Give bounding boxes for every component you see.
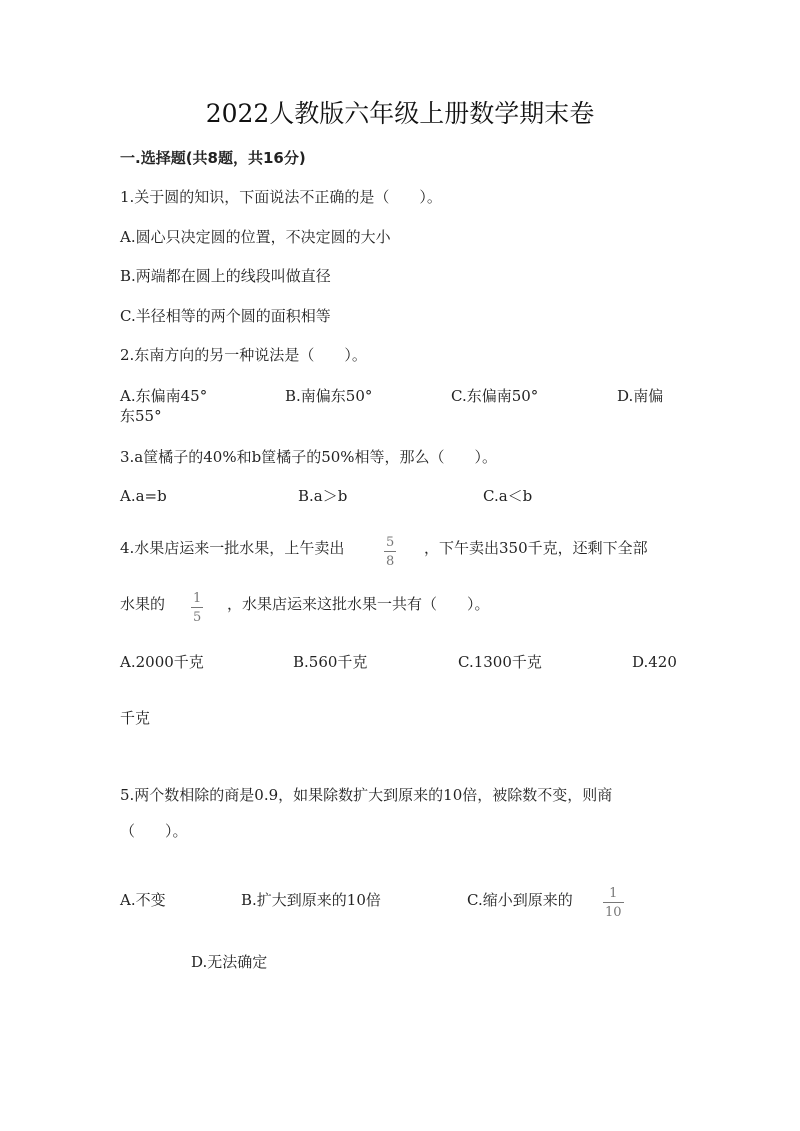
question-4-stem-part1: 4.水果店运来一批水果，上午卖出 [120, 539, 345, 557]
fraction-numerator: 1 [609, 886, 618, 901]
question-4-option-b[interactable]: B.560千克 [293, 653, 368, 671]
question-5-stem-line2: （ ）。 [120, 822, 188, 840]
question-1-stem: 1.关于圆的知识，下面说法不正确的是（ ）。 [120, 188, 442, 206]
question-4-option-c[interactable]: C.1300千克 [458, 653, 542, 671]
question-4-stem-part3: 水果的 [120, 595, 166, 613]
question-2-option-d-wrap: 东55° [120, 407, 162, 425]
question-4-option-a[interactable]: A.2000千克 [120, 653, 204, 671]
question-1-option-b[interactable]: B.两端都在圆上的线段叫做直径 [120, 267, 331, 285]
fraction-numerator: 5 [386, 535, 395, 550]
question-5-stem-line1: 5.两个数相除的商是0.9，如果除数扩大到原来的10倍，被除数不变，则商 [120, 786, 613, 804]
question-3-option-c[interactable]: C.a＜b [483, 487, 533, 505]
question-5-fraction [603, 887, 624, 919]
question-4-option-d[interactable]: D.420 [632, 653, 677, 671]
question-4-option-d-wrap: 千克 [120, 709, 151, 727]
question-2-option-b[interactable]: B.南偏东50° [285, 387, 373, 405]
question-2-option-a[interactable]: A.东偏南45° [120, 387, 208, 405]
question-3-option-a[interactable]: A.a=b [120, 487, 167, 505]
question-5-option-c[interactable]: C.缩小到原来的 [467, 891, 573, 909]
question-4-fraction-1 [384, 536, 396, 568]
question-4-stem-part2: ，下午卖出350千克，还剩下全部 [424, 539, 648, 557]
question-4-stem-part4: ，水果店运来这批水果一共有（ ）。 [227, 595, 490, 613]
question-5-option-d[interactable]: D.无法确定 [191, 953, 268, 971]
question-3-stem: 3.a筐橘子的40%和b筐橘子的50%相等，那么（ ）。 [120, 448, 498, 466]
section-heading: 一.选择题(共8题，共16分) [120, 149, 306, 167]
question-2-option-c[interactable]: C.东偏南50° [451, 387, 539, 405]
fraction-numerator: 1 [193, 591, 202, 606]
question-5-option-a[interactable]: A.不变 [120, 891, 166, 909]
question-1-option-a[interactable]: A.圆心只决定圆的位置，不决定圆的大小 [120, 228, 391, 246]
question-5-option-b[interactable]: B.扩大到原来的10倍 [241, 891, 381, 909]
question-1-option-c[interactable]: C.半径相等的两个圆的面积相等 [120, 307, 331, 325]
question-2-stem: 2.东南方向的另一种说法是（ ）。 [120, 346, 367, 364]
exam-title: 2022人教版六年级上册数学期末卷 [205, 99, 595, 128]
question-4-fraction-2 [191, 592, 203, 624]
fraction-denominator: 10 [605, 905, 622, 920]
question-3-option-b[interactable]: B.a＞b [298, 487, 348, 505]
fraction-denominator: 8 [386, 554, 395, 569]
fraction-denominator: 5 [193, 610, 202, 625]
question-2-option-d[interactable]: D.南偏 [617, 387, 664, 405]
